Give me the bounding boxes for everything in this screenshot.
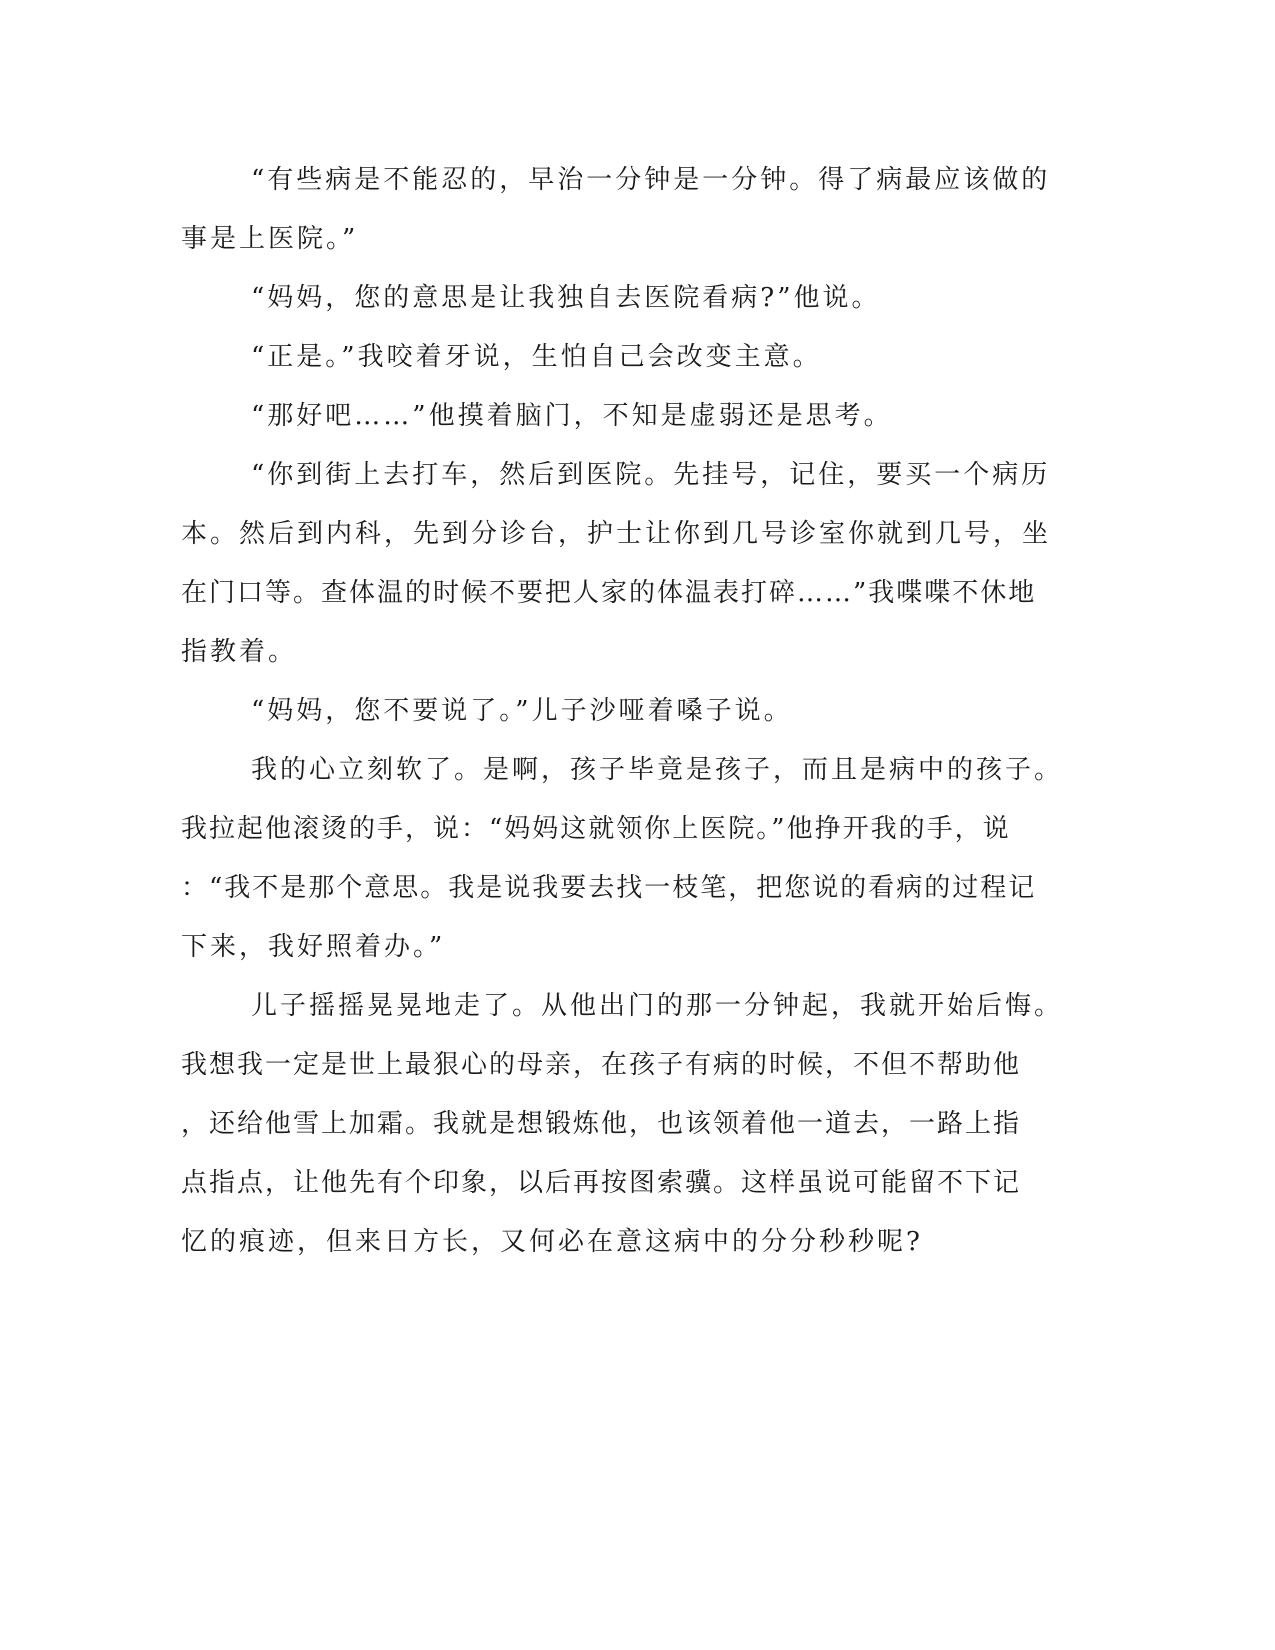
paragraph-line: “你到街上去打车，然后到医院。先挂号，记住，要买一个病历 (251, 460, 1051, 490)
paragraph-line: 指教着。 (181, 637, 298, 667)
paragraph-line: 在门口等。查体温的时候不要把人家的体温表打碎……”我喋喋不休地 (181, 578, 1037, 608)
paragraph-line: 我拉起他滚烫的手，说：“妈妈这就领你上医院。”他挣开我的手，说 (181, 814, 1011, 844)
paragraph-line: “有些病是不能忍的，早治一分钟是一分钟。得了病最应该做的 (251, 165, 1051, 195)
paragraph-line: “妈妈，您的意思是让我独自去医院看病?”他说。 (251, 283, 881, 313)
paragraph-line: 下来，我好照着办。” (181, 932, 446, 962)
paragraph-line: 事是上医院。” (181, 224, 359, 254)
paragraph-line: 我想我一定是世上最狠心的母亲，在孩子有病的时候，不但不帮助他 (181, 1050, 1022, 1080)
paragraph-line: ：“我不是那个意思。我是说我要去找一枝笔，把您说的看病的过程记 (181, 873, 1037, 903)
paragraph-line: 我的心立刻软了。是啊，孩子毕竟是孩子，而且是病中的孩子。 (251, 755, 1064, 785)
paragraph-line: 点指点，让他先有个印象，以后再按图索骥。这样虽说可能留不下记 (181, 1168, 1022, 1198)
paragraph-line: “正是。”我咬着牙说，生怕自己会改变主意。 (251, 342, 822, 372)
paragraph-line: 儿子摇摇晃晃地走了。从他出门的那一分钟起，我就开始后悔。 (251, 991, 1064, 1021)
paragraph-line: “妈妈，您不要说了。”儿子沙哑着嗓子说。 (251, 696, 793, 726)
paragraph-line: “那好吧……”他摸着脑门，不知是虚弱还是思考。 (251, 401, 893, 431)
paragraph-line: 本。然后到内科，先到分诊台，护士让你到几号诊室你就到几号，坐 (181, 519, 1052, 549)
paragraph-line: 忆的痕迹，但来日方长，又何必在意这病中的分分秒秒呢? (181, 1227, 923, 1257)
paragraph-line: ，还给他雪上加霜。我就是想锻炼他，也该领着他一道去，一路上指 (181, 1109, 1022, 1139)
